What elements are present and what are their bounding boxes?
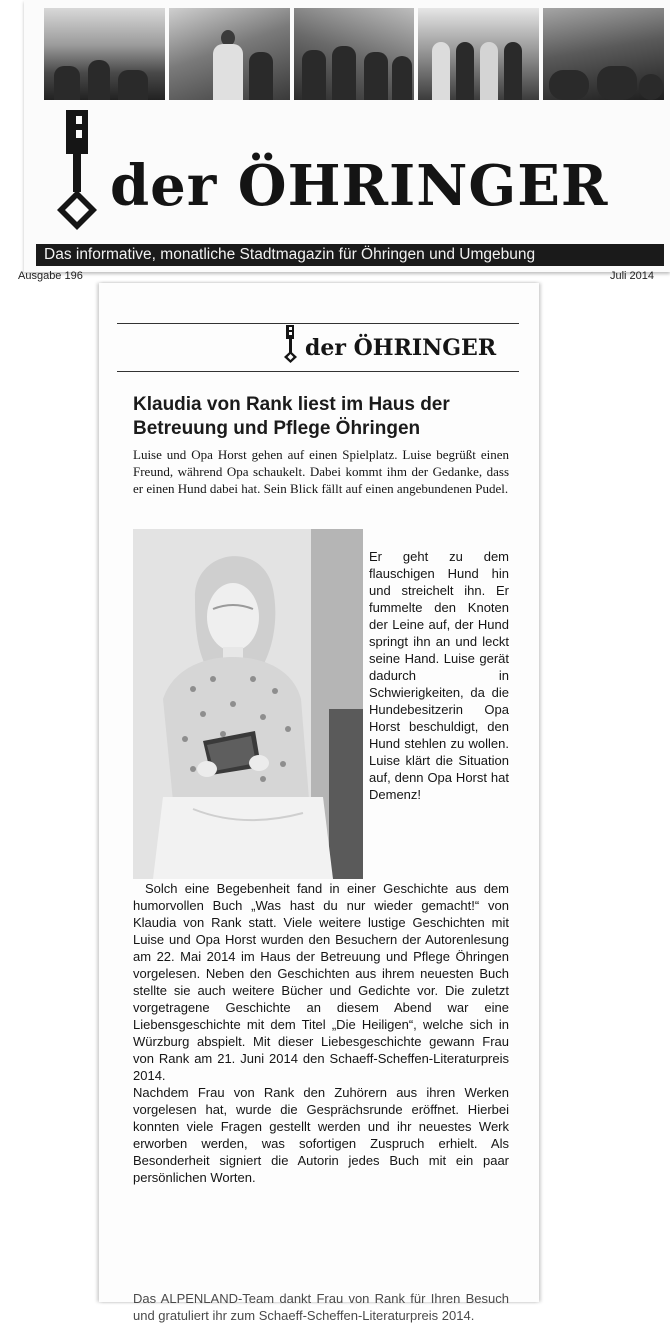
body-paragraph-2: Nachdem Frau von Rank den Zuhörern aus ihren Werken vorgelesen hat, wurde die Gesprächsrunde eröffnet. Hierbei konnten viele Fragen gestellt werden und ihr neuestes Werk erworben werden, was sofortigen Zuspruch erhielt. Als Besonderheit signiert die Autorin jedes Buch mit ein paar persönlichen Worten. bbox=[133, 1085, 509, 1185]
event-photo-speakers bbox=[169, 8, 290, 100]
intro-paragraph: Luise und Opa Horst gehen auf einen Spielplatz. Luise begrüßt einen Freund, während Opa schaukelt. Dabei kommt ihm der Gedanke, dass er einen Hund dabei hat. Sein Blick fällt auf einen angebundenen Pudel. bbox=[133, 447, 509, 496]
key-logo-icon bbox=[48, 110, 106, 236]
header-rule-bottom bbox=[117, 371, 519, 372]
beside-photo-paragraph: Er geht zu dem flauschigen Hund hin und streichelt ihn. Er fummelte den Knoten der Leine auf, der Hund springt ihn an und leckt seine Hand. Luise gerät dadurch in Schwierigkeiten, da die Hundebesitzerin Opa Horst beschuldigt, den Hund stehlen zu wollen. Luise klärt die Situation auf, denn Opa Horst hat Demenz! bbox=[369, 549, 509, 802]
magazine-title: der ÖHRINGER bbox=[110, 153, 609, 219]
key-logo-small-icon bbox=[281, 325, 299, 365]
main-text bbox=[133, 880, 509, 1186]
closing-paragraph: Das ALPENLAND-Team dankt Frau von Rank für Ihren Besuch und gratuliert ihr zum Schaeff-Scheffen-Literaturpreis 2014. bbox=[133, 1291, 509, 1323]
event-photo-crowd bbox=[44, 8, 165, 100]
issue-date: Juli 2014 bbox=[609, 270, 654, 282]
issue-number: Ausgabe 196 bbox=[18, 270, 83, 282]
photo-strip bbox=[44, 8, 664, 100]
event-photo-motorcycles bbox=[543, 8, 664, 100]
masthead-clipping bbox=[24, 0, 670, 272]
magazine-tagline: Das informative, monatliche Stadtmagazin für Öhringen und Umgebung bbox=[36, 244, 664, 266]
running-head: der ÖHRINGER bbox=[305, 335, 497, 361]
header-rule-top bbox=[117, 323, 519, 324]
event-photo-group bbox=[418, 8, 539, 100]
body-paragraph-1: Solch eine Begebenheit fand in einer Geschichte aus dem humorvollen Buch „Was hast du nur wieder gemacht!“ von Klaudia von Rank statt. Viele weitere lustige Geschichten mit Luise und Opa Horst wurden den Besuchern der Autorenlesung am 22. Mai 2014 im Haus der Betreuung und Pflege Öhringen vorgelesen. Neben den Geschichten aus ihrem neuesten Buch stellte sie auch weitere Bücher und Gedichte vor. Die zuletzt vorgetragene Geschichte an diesem Abend war eine Liebensgeschichte mit dem Titel „Die Heiligen“, welche sich in Würzburg abspielt. Mit dieser Liebesgeschichte gewann Frau von Rank am 21. Juni 2014 den Schaeff-Scheffen-Literaturpreis 2014. bbox=[133, 881, 509, 1083]
event-photo-ribbon bbox=[294, 8, 415, 100]
author-photo bbox=[133, 529, 363, 879]
article-headline: Klaudia von Rank liest im Haus der Betreuung und Pflege Öhringen bbox=[133, 394, 450, 439]
article-clipping bbox=[99, 283, 539, 1323]
